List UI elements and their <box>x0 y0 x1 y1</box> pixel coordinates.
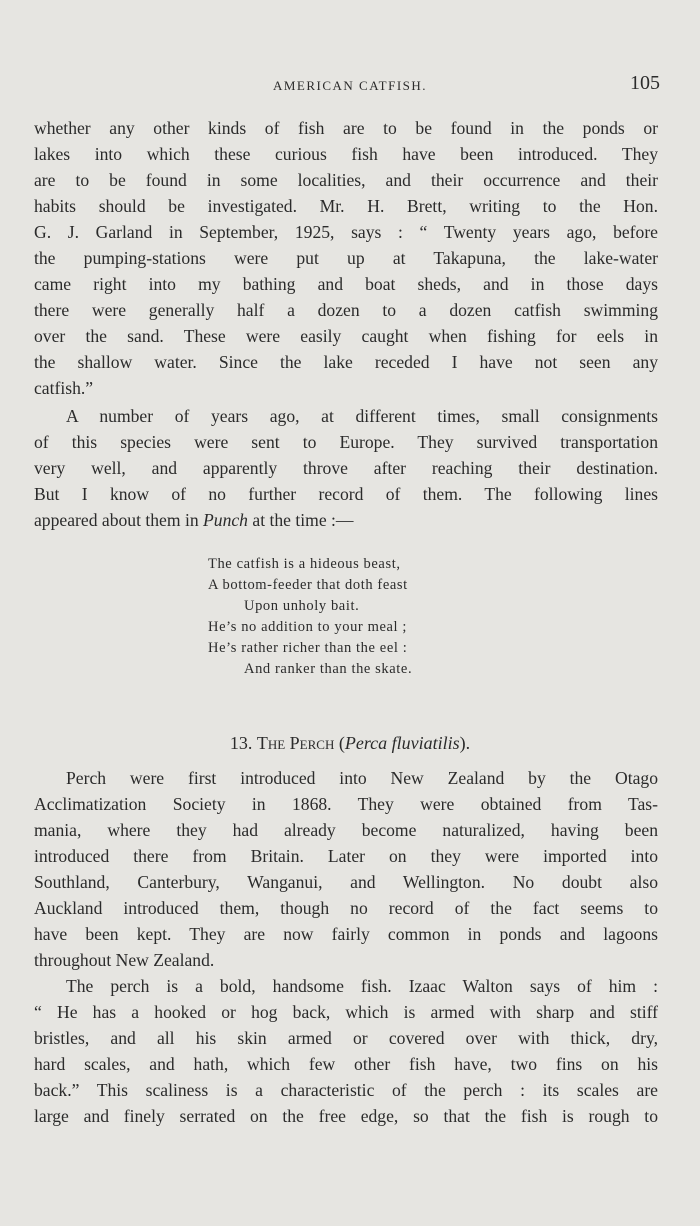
text-line: A number of years ago, at different times, small consignments <box>66 406 658 426</box>
text-line: came right into my bathing and boat sheds, and in those days <box>34 274 658 294</box>
text-line: lakes into which these curious fish have been introduced. They <box>34 144 658 164</box>
text-line: G. J. Garland in September, 1925, says : “ Twenty years ago, before <box>34 222 658 242</box>
text-line: the pumping-stations were put up at Takapuna, the lake-water <box>34 248 658 268</box>
text-line: there were generally half a dozen to a dozen catfish swimming <box>34 300 658 320</box>
text-line: Auckland introduced them, though no record of the fact seems to <box>34 898 658 918</box>
poem-line: He’s no addition to your meal ; <box>208 619 408 635</box>
page-number: 105 <box>630 72 660 94</box>
paragraph-perch-introduction <box>34 765 658 973</box>
text-line: are to be found in some localities, and their occurrence and their <box>34 170 658 190</box>
poem-line: And ranker than the skate. <box>244 661 413 677</box>
text-line: throughout New Zealand. <box>34 950 215 970</box>
text-line: But I know of no further record of them. The following lines <box>34 484 658 504</box>
latin-name: Perca fluviatilis <box>344 733 460 753</box>
text-line: back.” This scaliness is a characteristic of the perch : its scales are <box>34 1080 658 1100</box>
running-title: AMERICAN CATFISH. <box>272 78 428 93</box>
paren-open: ( <box>338 733 345 753</box>
running-head <box>0 72 700 96</box>
paragraph-consignments <box>34 403 658 533</box>
section-number: 13. <box>229 733 253 753</box>
section-title: The Perch <box>256 733 335 753</box>
poem-line: He’s rather richer than the eel : <box>208 640 408 656</box>
poem-line: A bottom-feeder that doth feast <box>208 577 408 593</box>
paragraph-perch-description <box>34 973 658 1129</box>
text-line: of this species were sent to Europe. They survived transportation <box>34 432 658 452</box>
paragraph-catfish-habits <box>34 115 658 401</box>
text-line: introduced there from Britain. Later on they were imported into <box>34 846 658 866</box>
text-line: Acclimatization Society in 1868. They were obtained from Tas- <box>34 794 658 814</box>
text-line: have been kept. They are now fairly common in ponds and lagoons <box>34 924 658 944</box>
section-heading <box>0 733 700 754</box>
text-line: The perch is a bold, handsome fish. Izaac Walton says of him : <box>66 976 658 996</box>
text-line <box>34 507 658 533</box>
poem-line: The catfish is a hideous beast, <box>208 556 401 572</box>
text-line: Southland, Canterbury, Wanganui, and Wellington. No doubt also <box>34 872 658 892</box>
text-line: large and finely serrated on the free edge, so that the fish is rough to <box>34 1106 658 1126</box>
paren-close: ). <box>459 733 471 753</box>
punch-poem <box>208 554 508 680</box>
text-line: the shallow water. Since the lake receded I have not seen any <box>34 352 658 372</box>
punch-title: Punch <box>203 510 248 530</box>
text-line: bristles, and all his skin armed or covered over with thick, dry, <box>34 1028 658 1048</box>
poem-line: Upon unholy bait. <box>244 598 360 614</box>
text-line: mania, where they had already become naturalized, having been <box>34 820 658 840</box>
text-line: hard scales, and hath, which few other fish have, two fins on his <box>34 1054 658 1074</box>
text-line: catfish.” <box>34 378 94 398</box>
text-fragment: appeared about them in <box>34 510 204 530</box>
text-line: habits should be investigated. Mr. H. Brett, writing to the Hon. <box>34 196 658 216</box>
text-line: “ He has a hooked or hog back, which is armed with sharp and stiff <box>34 1002 658 1022</box>
text-line: very well, and apparently throve after reaching their destination. <box>34 458 658 478</box>
text-line: whether any other kinds of fish are to be found in the ponds or <box>34 118 658 138</box>
text-line: over the sand. These were easily caught when fishing for eels in <box>34 326 658 346</box>
text-fragment: at the time :— <box>247 510 354 530</box>
text-line: Perch were first introduced into New Zealand by the Otago <box>66 768 658 788</box>
